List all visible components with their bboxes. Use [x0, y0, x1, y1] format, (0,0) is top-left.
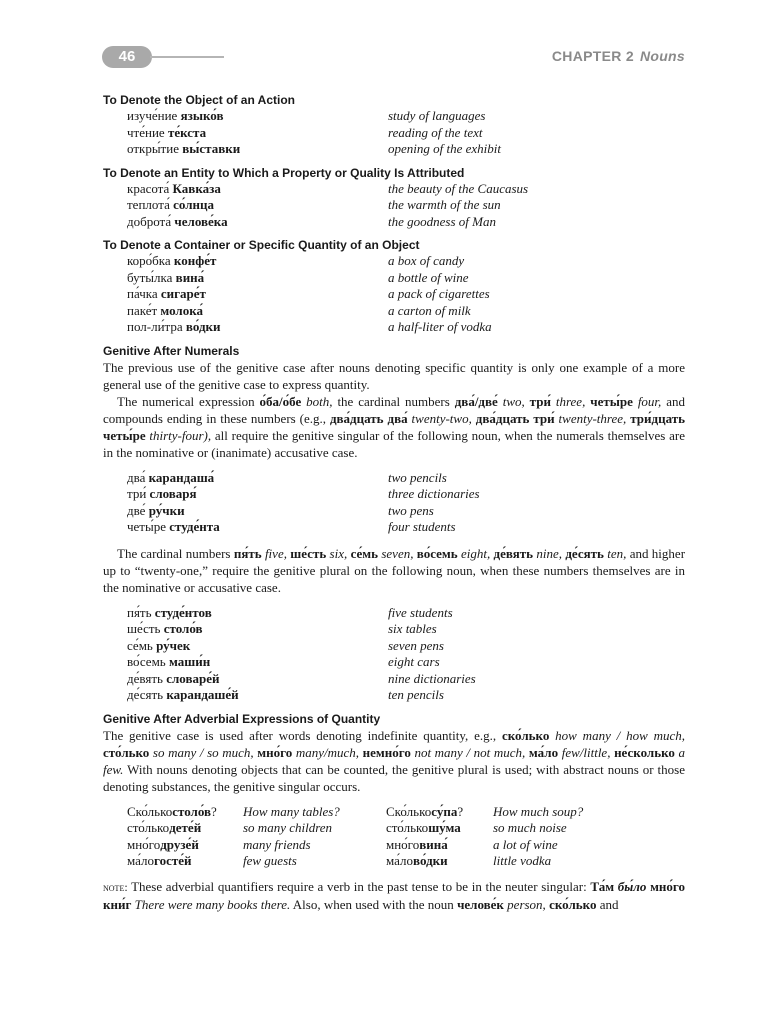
ru-word: доброта́	[127, 213, 175, 229]
ru-genitive: языко́в	[180, 108, 224, 123]
chapter-label: CHAPTER 2	[551, 48, 634, 64]
russian-phrase	[127, 214, 388, 231]
example-row	[127, 108, 685, 125]
ru-genitive: молока́	[160, 302, 204, 318]
ru-word: пя́ть	[127, 604, 155, 620]
russian-phrase	[127, 197, 388, 214]
example-list	[127, 108, 685, 158]
page-header	[0, 0, 783, 80]
example-row	[127, 470, 685, 487]
example-row	[127, 286, 685, 303]
example-list	[127, 181, 685, 231]
english-gloss: a pack of cigarettes	[388, 286, 490, 301]
example-row	[127, 125, 685, 142]
russian-phrase	[127, 141, 388, 158]
example-list	[127, 253, 685, 336]
ru-genitive: сигаре́т	[160, 286, 206, 301]
ru-genitive: карандаша́	[148, 469, 215, 485]
ru-genitive: конфе́т	[173, 253, 217, 268]
ru-genitive: маши́н	[168, 654, 211, 669]
ru-word: четы́ре	[127, 519, 170, 534]
english-gloss: ten pencils	[388, 687, 444, 702]
english-gloss: a box of candy	[388, 253, 465, 268]
ru-word: два́	[127, 469, 149, 485]
quantity-row: мно́годрузе́й many friends мно́говина́ a lot of wine	[127, 836, 558, 852]
english-gloss: five students	[388, 604, 453, 620]
ru-word: чте́ние	[127, 124, 168, 140]
section-heading: Genitive After Adverbial Expressions of Quantity	[103, 711, 381, 726]
example-row	[127, 654, 685, 671]
russian-phrase	[127, 654, 388, 671]
ru-genitive: студе́нтов	[154, 604, 212, 620]
ru-word: две́	[127, 502, 149, 518]
ru-genitive: ру́чки	[148, 502, 185, 518]
paragraph: The numerical expression о́ба/о́бе both, the cardinal numbers два́/две́ two, три́ three, четы́ре four, and compounds ending in these numbers (e.g., два́дцать два́ twenty-two, два́дцать три́ twenty-three, три́дцать четы́ре thirty-four), all require the genitive singular of the following noun, when the numerals themselves are in the nominative or (inanimate) accusative case.	[103, 393, 685, 460]
page-number: 46	[102, 46, 152, 68]
ru-word: откры́тие	[127, 141, 183, 156]
english-gloss: nine dictionaries	[388, 670, 476, 686]
english-gloss: two pencils	[388, 469, 447, 485]
ru-genitive: студе́нта	[169, 519, 220, 534]
english-gloss: six tables	[388, 621, 437, 636]
english-gloss: seven pens	[388, 637, 444, 653]
example-row	[127, 197, 685, 214]
english-gloss: eight cars	[388, 654, 440, 669]
example-row	[127, 214, 685, 231]
english-gloss: the goodness of Man	[388, 213, 496, 229]
example-row	[127, 141, 685, 158]
ru-genitive: вина́	[175, 269, 205, 285]
russian-phrase	[127, 108, 388, 125]
paragraph: The previous use of the genitive case after nouns denoting specific quantity is only one example of a more general use of the genitive case to express quantity.	[103, 359, 685, 392]
ru-word: се́мь	[127, 637, 157, 653]
ru-word: изуче́ние	[127, 108, 181, 123]
chapter-title	[552, 48, 685, 64]
english-gloss: reading of the text	[388, 124, 483, 140]
ru-word: красота́	[127, 180, 173, 196]
ru-word: де́сять	[127, 687, 167, 702]
example-row	[127, 671, 685, 688]
page-body	[103, 92, 685, 913]
ru-word: буты́лка	[127, 269, 176, 285]
ru-word: теплота́	[127, 197, 174, 212]
example-row	[127, 319, 685, 336]
russian-phrase	[127, 125, 388, 142]
header-rule	[150, 56, 224, 58]
ru-word: во́семь	[127, 654, 169, 669]
english-gloss: a half-liter of vodka	[388, 319, 492, 334]
section-heading: To Denote a Container or Specific Quantity of an Object	[103, 238, 420, 252]
ru-genitive: словаря́	[149, 486, 197, 501]
quantity-row: сто́лькодете́й so many children сто́лькошу́ма so much noise	[127, 820, 567, 835]
russian-phrase	[127, 270, 388, 287]
ru-genitive: во́дки	[185, 319, 221, 334]
example-row	[127, 303, 685, 320]
russian-phrase	[127, 605, 388, 622]
russian-phrase	[127, 687, 388, 704]
example-row	[127, 181, 685, 198]
ru-word: де́вять	[127, 670, 167, 686]
example-row	[127, 687, 685, 704]
russian-phrase	[127, 503, 388, 520]
example-row	[127, 519, 685, 536]
russian-phrase	[127, 470, 388, 487]
ru-word: три́	[127, 486, 150, 501]
example-list	[127, 605, 685, 704]
example-list	[127, 470, 685, 536]
russian-phrase	[127, 621, 388, 638]
example-row	[127, 503, 685, 520]
section-heading: To Denote the Object of an Action	[103, 93, 295, 107]
ru-genitive: Кавка́за	[172, 180, 221, 196]
ru-genitive: челове́ка	[174, 213, 228, 229]
ru-genitive: словаре́й	[166, 670, 220, 686]
ru-genitive: со́лнца	[173, 197, 214, 212]
english-gloss: a carton of milk	[388, 302, 471, 318]
russian-phrase	[127, 303, 388, 320]
example-row	[127, 638, 685, 655]
russian-phrase	[127, 486, 388, 503]
quantity-row: ма́логосте́й few guests ма́лово́дки little vodka	[127, 853, 552, 868]
example-row	[127, 621, 685, 638]
ru-genitive: вы́ставки	[182, 141, 241, 156]
russian-phrase	[127, 181, 388, 198]
section-heading: Genitive After Numerals	[103, 343, 240, 358]
paragraph: The genitive case is used after words denoting indefinite quantity, e.g., ско́лько how many / how much, сто́лько so many / so much, мно́го many/much, немно́го not many / not much, ма́ло few/little, не́сколько a few. With nouns denoting objects that can be counted, the genitive plural is used; with abstract nouns or those denoting substances, the genitive singular occurs.	[103, 727, 686, 794]
chapter-name: Nouns	[639, 48, 685, 64]
ru-word: ше́сть	[127, 621, 164, 636]
english-gloss: the beauty of the Caucasus	[388, 180, 529, 196]
example-row	[127, 486, 685, 503]
example-row	[127, 253, 685, 270]
russian-phrase	[127, 286, 388, 303]
english-gloss: two pens	[388, 502, 434, 518]
russian-phrase	[127, 671, 388, 688]
russian-phrase	[127, 319, 388, 336]
note-paragraph: note: These adverbial quantifiers require a verb in the past tense to be in the neuter singular: Та́м бы́ло мно́го кни́г There were many books there. Also, when used with the noun челове́к person, ско́лько and	[103, 878, 685, 912]
ru-word: пол-ли́тра	[127, 319, 186, 334]
ru-genitive: ру́чек	[156, 637, 191, 653]
example-row	[127, 270, 685, 287]
ru-genitive: те́кста	[167, 124, 207, 140]
section-heading: To Denote an Entity to Which a Property or Quality Is Attributed	[103, 165, 465, 180]
note-label: note:	[103, 879, 128, 894]
example-row	[127, 605, 685, 622]
russian-phrase	[127, 638, 388, 655]
ru-word: паке́т	[127, 302, 161, 318]
english-gloss: four students	[388, 519, 456, 534]
ru-word: коро́бка	[127, 253, 174, 268]
english-gloss: three dictionaries	[388, 486, 480, 501]
ru-genitive: карандаше́й	[166, 687, 239, 702]
quantity-row: Ско́лькостоло́в? How many tables? Ско́лькосу́па? How much soup?	[127, 803, 584, 819]
paragraph: The cardinal numbers пя́ть five, ше́сть six, се́мь seven, во́семь eight, де́вять nine, де́сять ten, and higher up to “twenty-one,” require the genitive plural on the following noun, when these numbers themselves are in the nominative or accusative case.	[103, 545, 686, 595]
ru-word: па́чка	[127, 286, 161, 301]
russian-phrase	[127, 519, 388, 536]
english-gloss: the warmth of the sun	[388, 197, 501, 212]
english-gloss: study of languages	[388, 108, 486, 123]
quantity-table	[103, 804, 685, 870]
russian-phrase	[127, 253, 388, 270]
english-gloss: a bottle of wine	[388, 269, 469, 285]
ru-genitive: столо́в	[163, 621, 203, 636]
english-gloss: opening of the exhibit	[388, 141, 502, 156]
